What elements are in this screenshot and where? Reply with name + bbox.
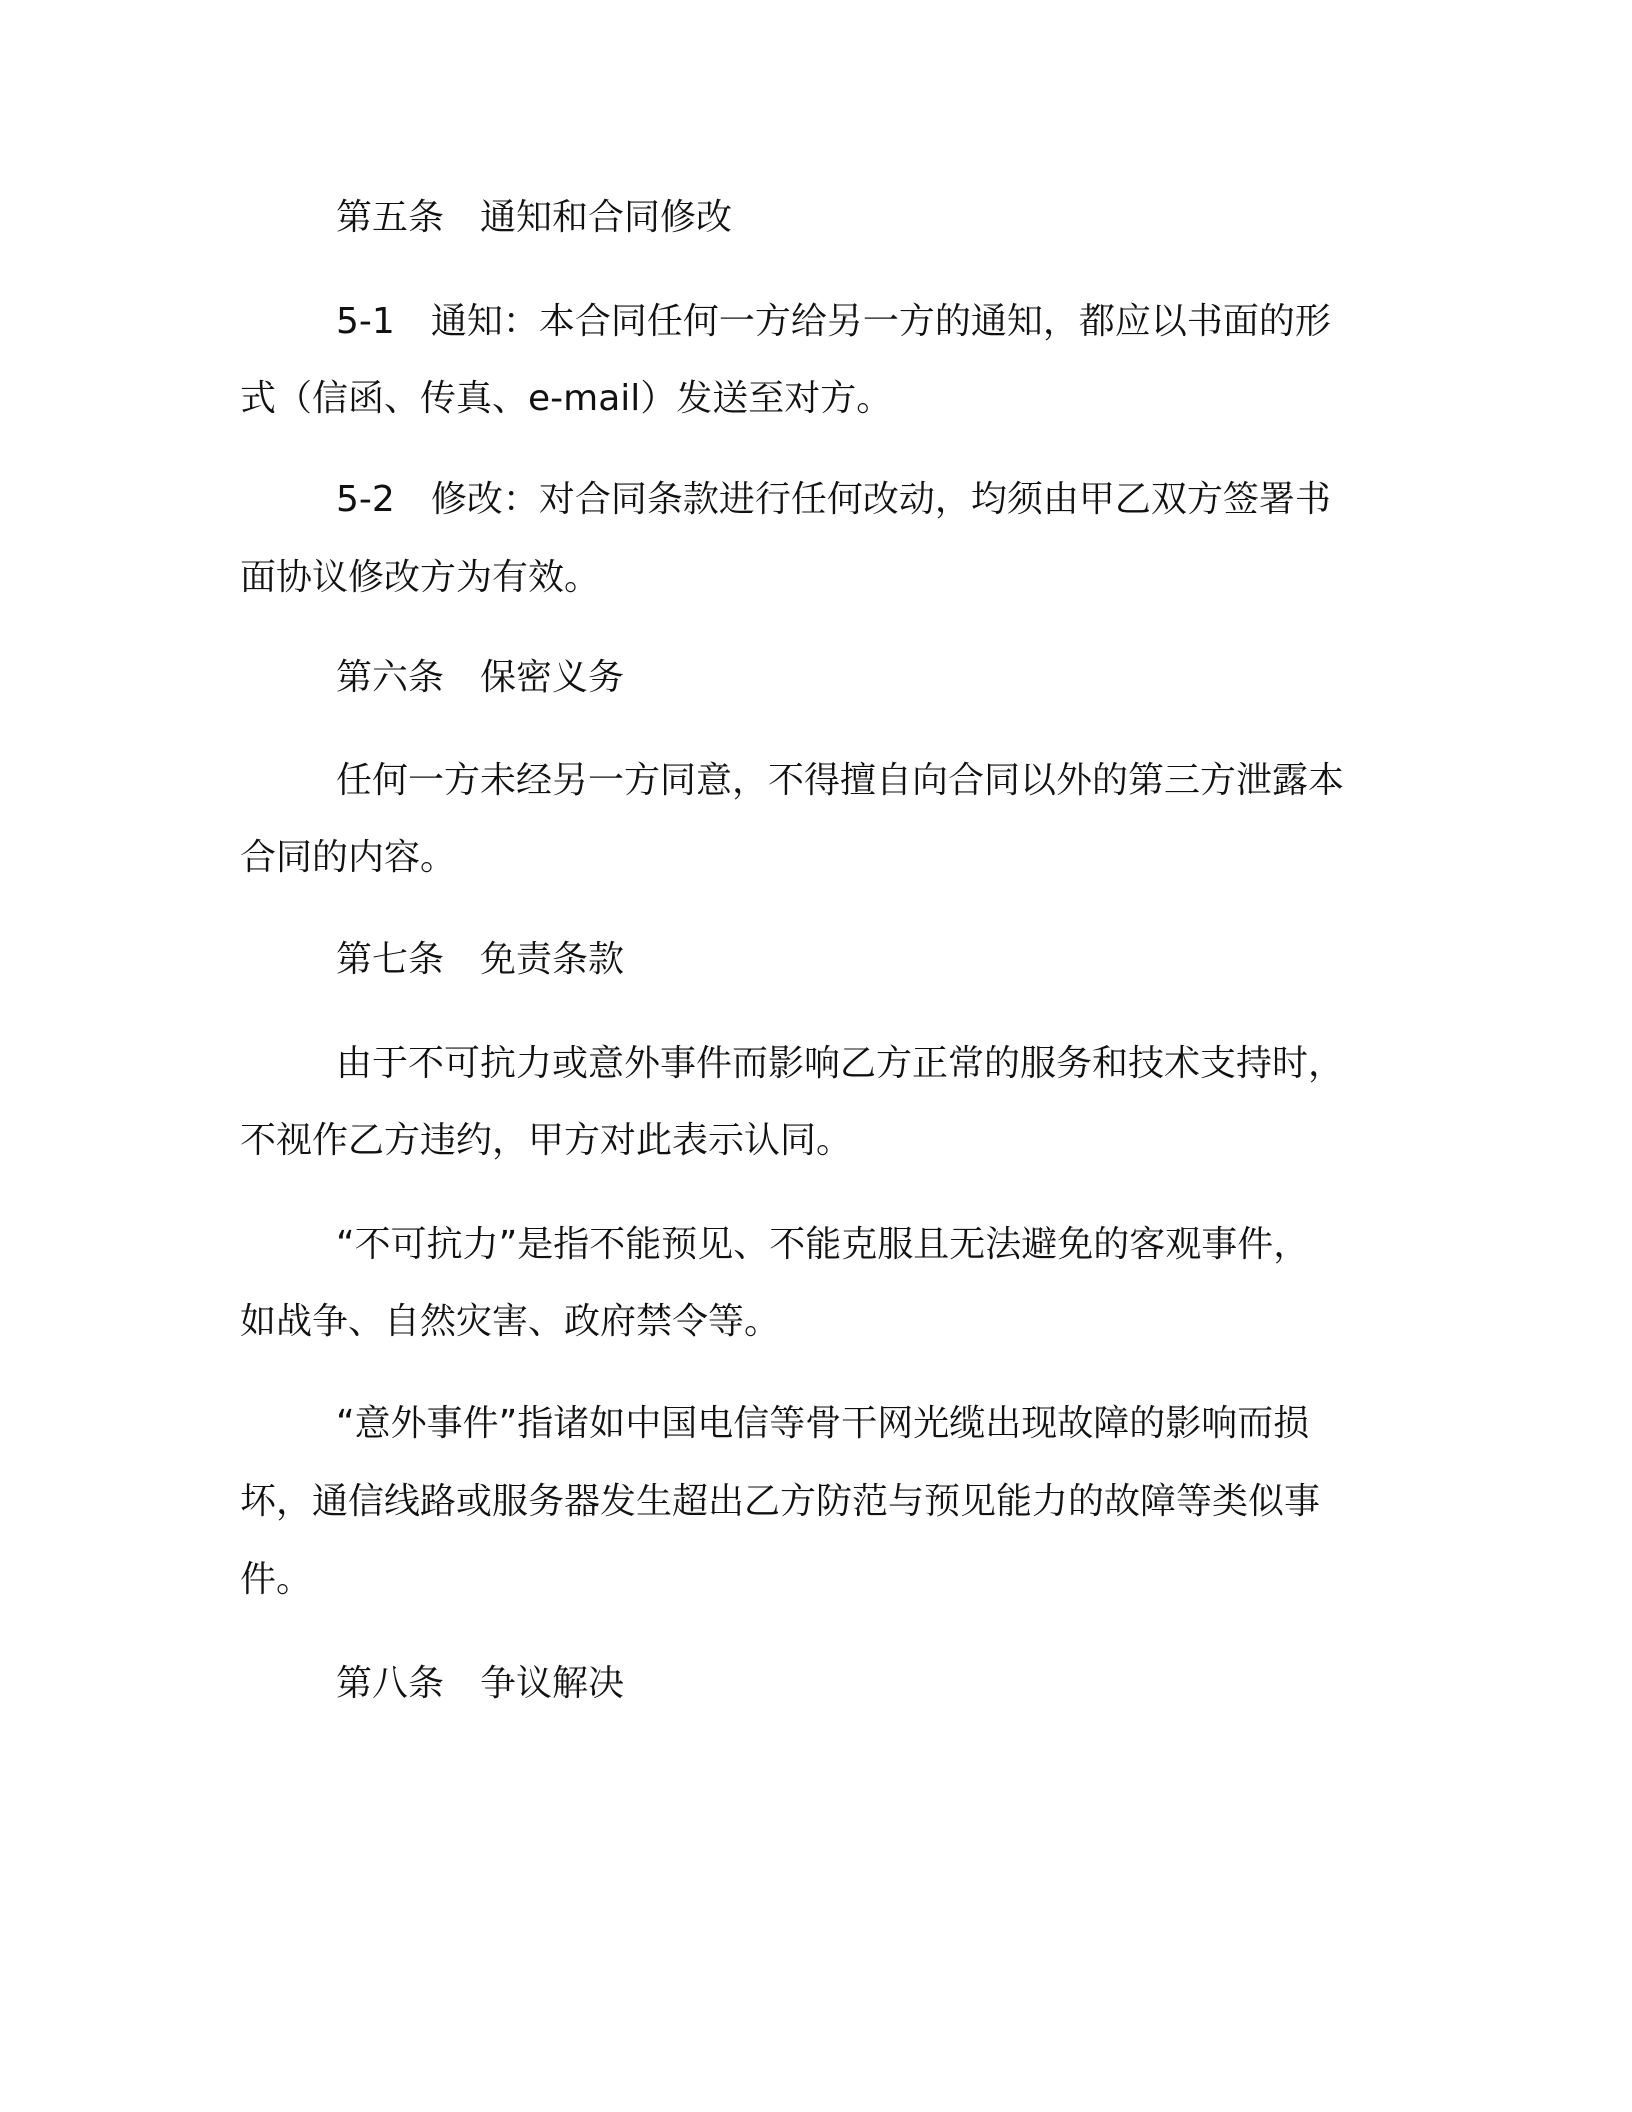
section-title: 免责条款 — [480, 939, 625, 980]
paragraph-text: 由于不可抗力或意外事件而影响乙方正常的服务和技术支持时， — [336, 1043, 1345, 1084]
paragraph-text: 不视作乙方违约，甲方对此表示认同。 — [240, 1120, 853, 1161]
clause-text: 式（信函、传真、e-mail）发送至对方。 — [240, 378, 893, 419]
paragraph-line — [240, 1117, 852, 1165]
section-title: 通知和合同修改 — [480, 197, 733, 238]
section-title: 保密义务 — [480, 657, 625, 698]
clause-number: 5-2 — [336, 479, 395, 520]
clause-number: 5-1 — [336, 301, 395, 342]
clause-text: 面协议修改方为有效。 — [240, 557, 601, 598]
paragraph-line — [240, 1556, 312, 1604]
section-heading — [336, 194, 732, 242]
paragraph-line — [336, 1400, 1309, 1448]
section-number: 第八条 — [336, 1663, 445, 1704]
clause-line — [240, 554, 600, 602]
paragraph-text: “意外事件”指诸如中国电信等骨干网光缆出现故障的影响而损 — [336, 1403, 1310, 1444]
section-title: 争议解决 — [480, 1663, 625, 1704]
section-number: 第七条 — [336, 939, 445, 980]
paragraph-line — [240, 834, 456, 882]
paragraph-line — [240, 1478, 1320, 1526]
clause-line — [336, 298, 1331, 346]
paragraph-text: 合同的内容。 — [240, 837, 457, 878]
clause-text: 修改：对合同条款进行任何改动，均须由甲乙双方签署书 — [430, 479, 1331, 520]
paragraph-text: 坏，通信线路或服务器发生超出乙方防范与预见能力的故障等类似事 — [240, 1481, 1321, 1522]
paragraph-line — [336, 757, 1344, 805]
paragraph-text: 任何一方未经另一方同意，不得擅自向合同以外的第三方泄露本 — [336, 760, 1345, 801]
paragraph-text: “不可抗力”是指不能预见、不能克服且无法避免的客观事件， — [336, 1224, 1310, 1265]
section-number: 第五条 — [336, 197, 445, 238]
paragraph-text: 如战争、自然灾害、政府禁令等。 — [240, 1301, 781, 1342]
clause-text: 通知：本合同任何一方给另一方的通知，都应以书面的形 — [430, 301, 1331, 342]
paragraph-line — [240, 1298, 780, 1346]
clause-line — [240, 375, 892, 423]
paragraph-line — [336, 1221, 1309, 1269]
section-heading — [336, 936, 624, 984]
paragraph-line — [336, 1040, 1344, 1088]
paragraph-text: 件。 — [240, 1559, 313, 1600]
clause-line — [336, 476, 1331, 524]
section-heading — [336, 1660, 624, 1708]
section-heading — [336, 654, 624, 702]
section-number: 第六条 — [336, 657, 445, 698]
